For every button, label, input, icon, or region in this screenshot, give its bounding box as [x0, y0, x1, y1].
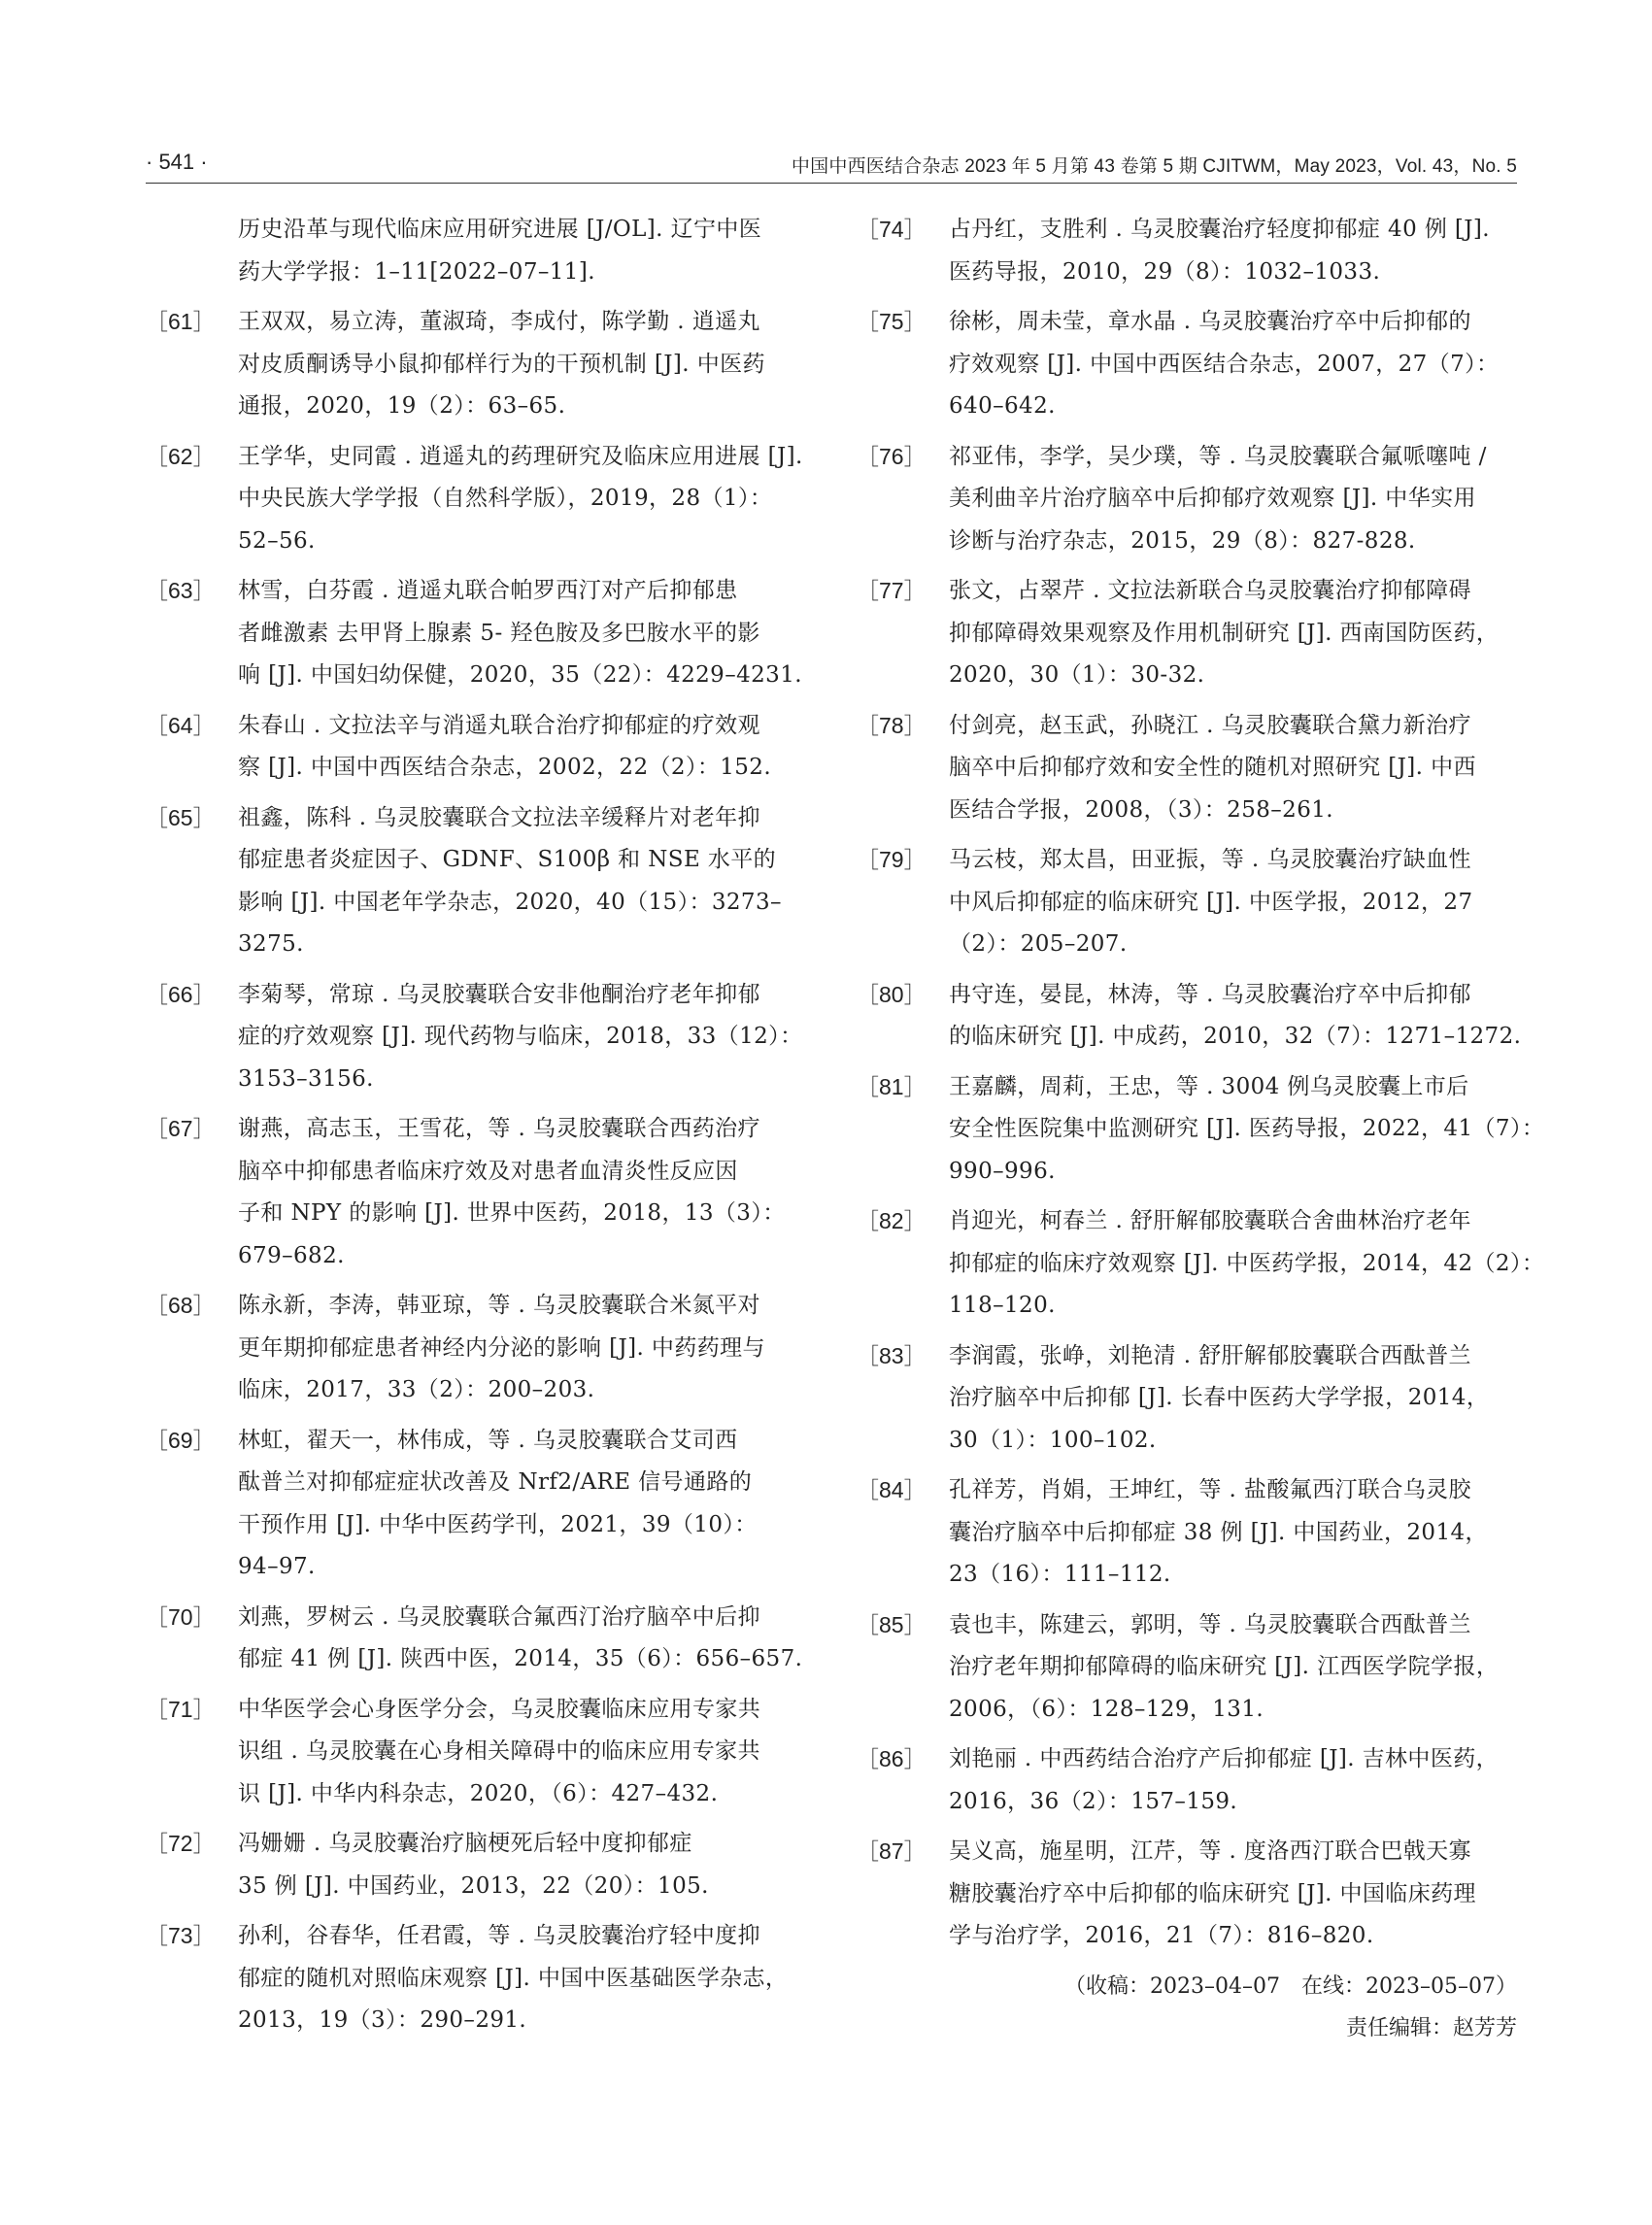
reference-line: 干预作用 [J]. 中华中医药学刊，2021，39（10）：: [238, 1511, 758, 1537]
right-column: [857, 209, 1545, 2049]
reference-line: 脑卒中抑郁患者临床疗效及对患者血清炎性反应因: [238, 1158, 738, 1184]
reference-number: ［66］: [146, 981, 216, 1007]
reference-item: [146, 1420, 802, 1589]
reference-number: ［65］: [146, 804, 216, 830]
reference-number: ［79］: [857, 847, 927, 872]
reference-line: 抑郁障碍效果观察及作用机制研究 [J]. 西南国防医药，: [949, 620, 1500, 646]
reference-line: 王学华，史同霞 . 逍遥丸的药理研究及临床应用进展 [J].: [238, 443, 803, 469]
reference-item: [857, 839, 1517, 966]
reference-number: ［78］: [857, 712, 927, 738]
reference-line: 袁也丰，陈建云，郭明，等 . 乌灵胶囊联合西酞普兰: [949, 1611, 1471, 1637]
reference-line: 李润霞，张峥，刘艳清 . 舒肝解郁胶囊联合西酞普兰: [949, 1342, 1471, 1368]
reference-line: 94–97.: [238, 1554, 316, 1579]
reference-line: 学与治疗学，2016，21（7）：816–820.: [949, 1923, 1374, 1948]
reference-item: [146, 1108, 802, 1277]
reference-item: [146, 301, 802, 428]
left-column: [146, 209, 802, 2050]
reference-line: 吴义高，施星明，江芹，等 . 度洛西汀联合巴戟天寡: [949, 1838, 1471, 1864]
reference-line: 3153–3156.: [238, 1065, 374, 1092]
reference-item: [857, 705, 1517, 832]
reference-line: 祁亚伟，李学，吴少璞，等 . 乌灵胶囊联合氟哌噻吨 /: [949, 443, 1487, 469]
reference-line: 王双双，易立涛，董淑琦，李成付，陈学勤 . 逍遥丸: [238, 309, 760, 334]
reference-line: 识组 . 乌灵胶囊在心身相关障碍中的临床应用专家共: [238, 1738, 760, 1764]
reference-line: 35 例 [J]. 中国药业，2013，22（20）：105.: [238, 1872, 709, 1899]
reference-line: 郁症 41 例 [J]. 陕西中医，2014，35（6）：656–657.: [238, 1646, 803, 1671]
reference-line: 冉守连，晏昆，林涛，等 . 乌灵胶囊治疗卒中后抑郁: [949, 981, 1471, 1007]
reference-number: ［62］: [146, 443, 216, 469]
reference-line: 囊治疗脑卒中后抑郁症 38 例 [J]. 中国药业，2014，: [949, 1519, 1488, 1545]
reference-number: ［70］: [146, 1603, 216, 1630]
reference-line: 中央民族大学学报（自然科学版），2019，28（1）：: [238, 486, 773, 511]
reference-line: 张文，占翠芹 . 文拉法新联合乌灵胶囊治疗抑郁障碍: [949, 578, 1471, 603]
reference-number: ［73］: [146, 1923, 216, 1948]
reference-item: [146, 1689, 802, 1816]
reference-line: 刘艳丽 . 中西药结合治疗产后抑郁症 [J]. 吉林中医药，: [949, 1746, 1500, 1771]
reference-number: ［85］: [857, 1611, 927, 1637]
reference-line: 者雌激素 去甲肾上腺素 5- 羟色胺及多巴胺水平的影: [238, 620, 760, 646]
reference-line: 郁症患者炎症因子、GDNF、S100β 和 NSE 水平的: [238, 847, 777, 872]
reference-line: 林雪，白芬霞 . 逍遥丸联合帕罗西汀对产后抑郁患: [238, 578, 738, 603]
reference-line: 脑卒中后抑郁疗效和安全性的随机对照研究 [J]. 中西: [949, 755, 1476, 780]
reference-item: [857, 1200, 1545, 1328]
reference-item: [857, 436, 1517, 563]
reference-line: 响 [J]. 中国妇幼保健，2020，35（22）：4229–4231.: [238, 662, 802, 688]
reference-line: 马云枝，郑太昌，田亚振，等 . 乌灵胶囊治疗缺血性: [949, 847, 1471, 872]
reference-line: 临床，2017，33（2）：200–203.: [238, 1377, 595, 1402]
received-dates: （收稿：2023–04–07 在线：2023–05–07）: [1064, 1973, 1517, 1999]
reference-line: 症的疗效观察 [J]. 现代药物与临床，2018，33（12）：: [238, 1024, 803, 1049]
reference-line: 祖鑫，陈科 . 乌灵胶囊联合文拉法辛缓释片对老年抑: [238, 804, 760, 830]
reference-continuation: [146, 209, 802, 293]
reference-line: 影响 [J]. 中国老年学杂志，2020，40（15）：3273–: [238, 889, 782, 915]
reference-item: [146, 797, 802, 966]
reference-line: 2013，19（3）：290–291.: [238, 2007, 527, 2033]
reference-number: ［68］: [146, 1293, 216, 1318]
reference-line: 2006，（6）：128–129，131.: [949, 1696, 1264, 1722]
reference-item: [146, 1915, 802, 2042]
reference-line: 糖胶囊治疗卒中后抑郁的临床研究 [J]. 中国临床药理: [949, 1880, 1476, 1906]
reference-line: 640–642.: [949, 393, 1056, 419]
reference-line: 118–120.: [949, 1293, 1056, 1318]
reference-number: ［76］: [857, 443, 927, 469]
reference-line: 郁症的随机对照临床观察 [J]. 中国中医基础医学杂志，: [238, 1965, 789, 1991]
reference-line: 孔祥芳，肖娟，王坤红，等 . 盐酸氟西汀联合乌灵胶: [949, 1477, 1471, 1502]
reference-line: 孙利，谷春华，任君霞，等 . 乌灵胶囊治疗轻中度抑: [238, 1923, 760, 1948]
journal-citation-line: 中国中西医结合杂志 2023 年 5 月第 43 卷第 5 期 CJITWM，May 2023，Vol. 43，No. 5: [791, 156, 1517, 177]
reference-item: [146, 1597, 802, 1681]
reference-line: 安全性医院集中监测研究 [J]. 医药导报，2022，41（7）：: [949, 1116, 1545, 1141]
reference-item: [857, 1738, 1517, 1823]
reference-line: 抑郁症的临床疗效观察 [J]. 中医药学报，2014，42（2）：: [949, 1250, 1545, 1276]
reference-item: [857, 570, 1517, 697]
reference-line: 刘燕，罗树云 . 乌灵胶囊联合氟西汀治疗脑卒中后抑: [238, 1603, 760, 1630]
reference-number: ［64］: [146, 712, 216, 738]
reference-line: 陈永新，李涛，韩亚琼，等 . 乌灵胶囊联合米氮平对: [238, 1293, 760, 1318]
reference-line: 历史沿革与现代临床应用研究进展 [J/OL]. 辽宁中医: [238, 217, 762, 242]
reference-line: 药大学学报：1–11[2022–07–11].: [238, 258, 595, 285]
reference-number: ［74］: [857, 217, 927, 242]
reference-line: 23（16）：111–112.: [949, 1562, 1171, 1587]
reference-line: 徐彬，周未莹，章水晶 . 乌灵胶囊治疗卒中后抑郁的: [949, 309, 1471, 334]
reference-line: 王嘉麟，周莉，王忠，等 . 3004 例乌灵胶囊上市后: [949, 1073, 1469, 1099]
reference-line: 990–996.: [949, 1158, 1056, 1184]
reference-line: 中华医学会心身医学分会，乌灵胶囊临床应用专家共: [238, 1696, 761, 1722]
reference-number: ［75］: [857, 309, 927, 334]
reference-line: 肖迎光，柯春兰 . 舒肝解郁胶囊联合舍曲林治疗老年: [949, 1208, 1471, 1233]
reference-item: [857, 209, 1517, 293]
reference-number: ［67］: [146, 1116, 216, 1141]
reference-line: 谢燕，高志玉，王雪花，等 . 乌灵胶囊联合西药治疗: [238, 1116, 760, 1141]
left-reference-list: [146, 301, 802, 2042]
reference-item: [857, 974, 1522, 1059]
reference-item: [146, 436, 802, 563]
right-reference-list: [857, 209, 1545, 1958]
reference-line: 冯姗姗 . 乌灵胶囊治疗脑梗死后轻中度抑郁症: [238, 1831, 692, 1856]
reference-number: ［83］: [857, 1342, 927, 1368]
reference-line: 的临床研究 [J]. 中成药，2010，32（7）：1271–1272.: [949, 1024, 1522, 1049]
reference-item: [146, 1823, 802, 1907]
reference-line: 林虹，翟天一，林伟成，等 . 乌灵胶囊联合艾司西: [238, 1427, 738, 1453]
reference-line: 诊断与治疗杂志，2015，29（8）：827-828.: [949, 527, 1416, 554]
reference-line: 朱春山 . 文拉法辛与消遥丸联合治疗抑郁症的疗效观: [238, 712, 760, 738]
reference-number: ［86］: [857, 1746, 927, 1771]
reference-line: （2）：205–207.: [949, 931, 1128, 957]
reference-line: 679–682.: [238, 1242, 345, 1268]
reference-line: 酞普兰对抑郁症症状改善及 Nrf2/ARE 信号通路的: [238, 1469, 753, 1495]
reference-line: 占丹红，支胜利 . 乌灵胶囊治疗轻度抑郁症 40 例 [J].: [949, 217, 1491, 242]
reference-number: ［72］: [146, 1831, 216, 1856]
reference-line: 52–56.: [238, 527, 316, 554]
reference-item: [146, 974, 802, 1101]
reference-line: 2016，36（2）：157–159.: [949, 1788, 1238, 1814]
reference-line: 对皮质酮诱导小鼠抑郁样行为的干预机制 [J]. 中医药: [238, 351, 765, 377]
page-number: · 541 ·: [146, 150, 208, 174]
reference-number: ［69］: [146, 1427, 216, 1453]
reference-line: 美利曲辛片治疗脑卒中后抑郁疗效观察 [J]. 中华实用: [949, 486, 1476, 511]
reference-item: [857, 1831, 1517, 1958]
reference-item: [146, 570, 802, 697]
reference-line: 2020，30（1）：30-32.: [949, 662, 1205, 688]
responsible-editor: 责任编辑：赵芳芳: [1345, 2015, 1517, 2040]
reference-item: [857, 1604, 1517, 1732]
reference-number: ［71］: [146, 1696, 216, 1722]
reference-line: 通报，2020，19（2）：63–65.: [238, 393, 566, 419]
reference-line: 医药导报，2010，29（8）：1032–1033.: [949, 258, 1381, 285]
reference-line: 3275.: [238, 931, 304, 957]
reference-line: 李菊琴，常琼 . 乌灵胶囊联合安非他酮治疗老年抑郁: [238, 981, 760, 1007]
reference-item: [146, 1285, 802, 1412]
reference-line: 治疗老年期抑郁障碍的临床研究 [J]. 江西医学院学报，: [949, 1654, 1500, 1679]
reference-number: ［81］: [857, 1073, 927, 1099]
reference-number: ［82］: [857, 1208, 927, 1233]
reference-line: 察 [J]. 中国中西医结合杂志，2002，22（2）：152.: [238, 755, 772, 780]
reference-number: ［63］: [146, 578, 216, 603]
reference-number: ［61］: [146, 309, 216, 334]
page-header: [146, 146, 1517, 184]
reference-line: 更年期抑郁症患者神经内分泌的影响 [J]. 中药药理与: [238, 1334, 765, 1361]
reference-number: ［80］: [857, 981, 927, 1007]
reference-number: ［87］: [857, 1838, 927, 1864]
reference-line: 付剑亮，赵玉武，孙晓江 . 乌灵胶囊联合黛力新治疗: [949, 712, 1471, 738]
reference-number: ［77］: [857, 578, 927, 603]
reference-item: [857, 1469, 1517, 1597]
reference-line: 医结合学报，2008，（3）：258–261.: [949, 796, 1333, 823]
reference-line: 识 [J]. 中华内科杂志，2020，（6）：427–432.: [238, 1780, 719, 1806]
reference-line: 疗效观察 [J]. 中国中西医结合杂志，2007，27（7）：: [949, 351, 1500, 377]
reference-line: 30（1）：100–102.: [949, 1427, 1157, 1453]
reference-item: [146, 705, 802, 790]
reference-line: 中风后抑郁症的临床研究 [J]. 中医学报，2012，27: [949, 889, 1473, 915]
reference-item: [857, 301, 1517, 428]
reference-item: [857, 1066, 1545, 1194]
reference-line: 治疗脑卒中后抑郁 [J]. 长春中医药大学学报，2014，: [949, 1385, 1490, 1410]
reference-line: 子和 NPY 的影响 [J]. 世界中医药，2018，13（3）：: [238, 1200, 786, 1226]
reference-item: [857, 1335, 1517, 1463]
reference-number: ［84］: [857, 1477, 927, 1502]
